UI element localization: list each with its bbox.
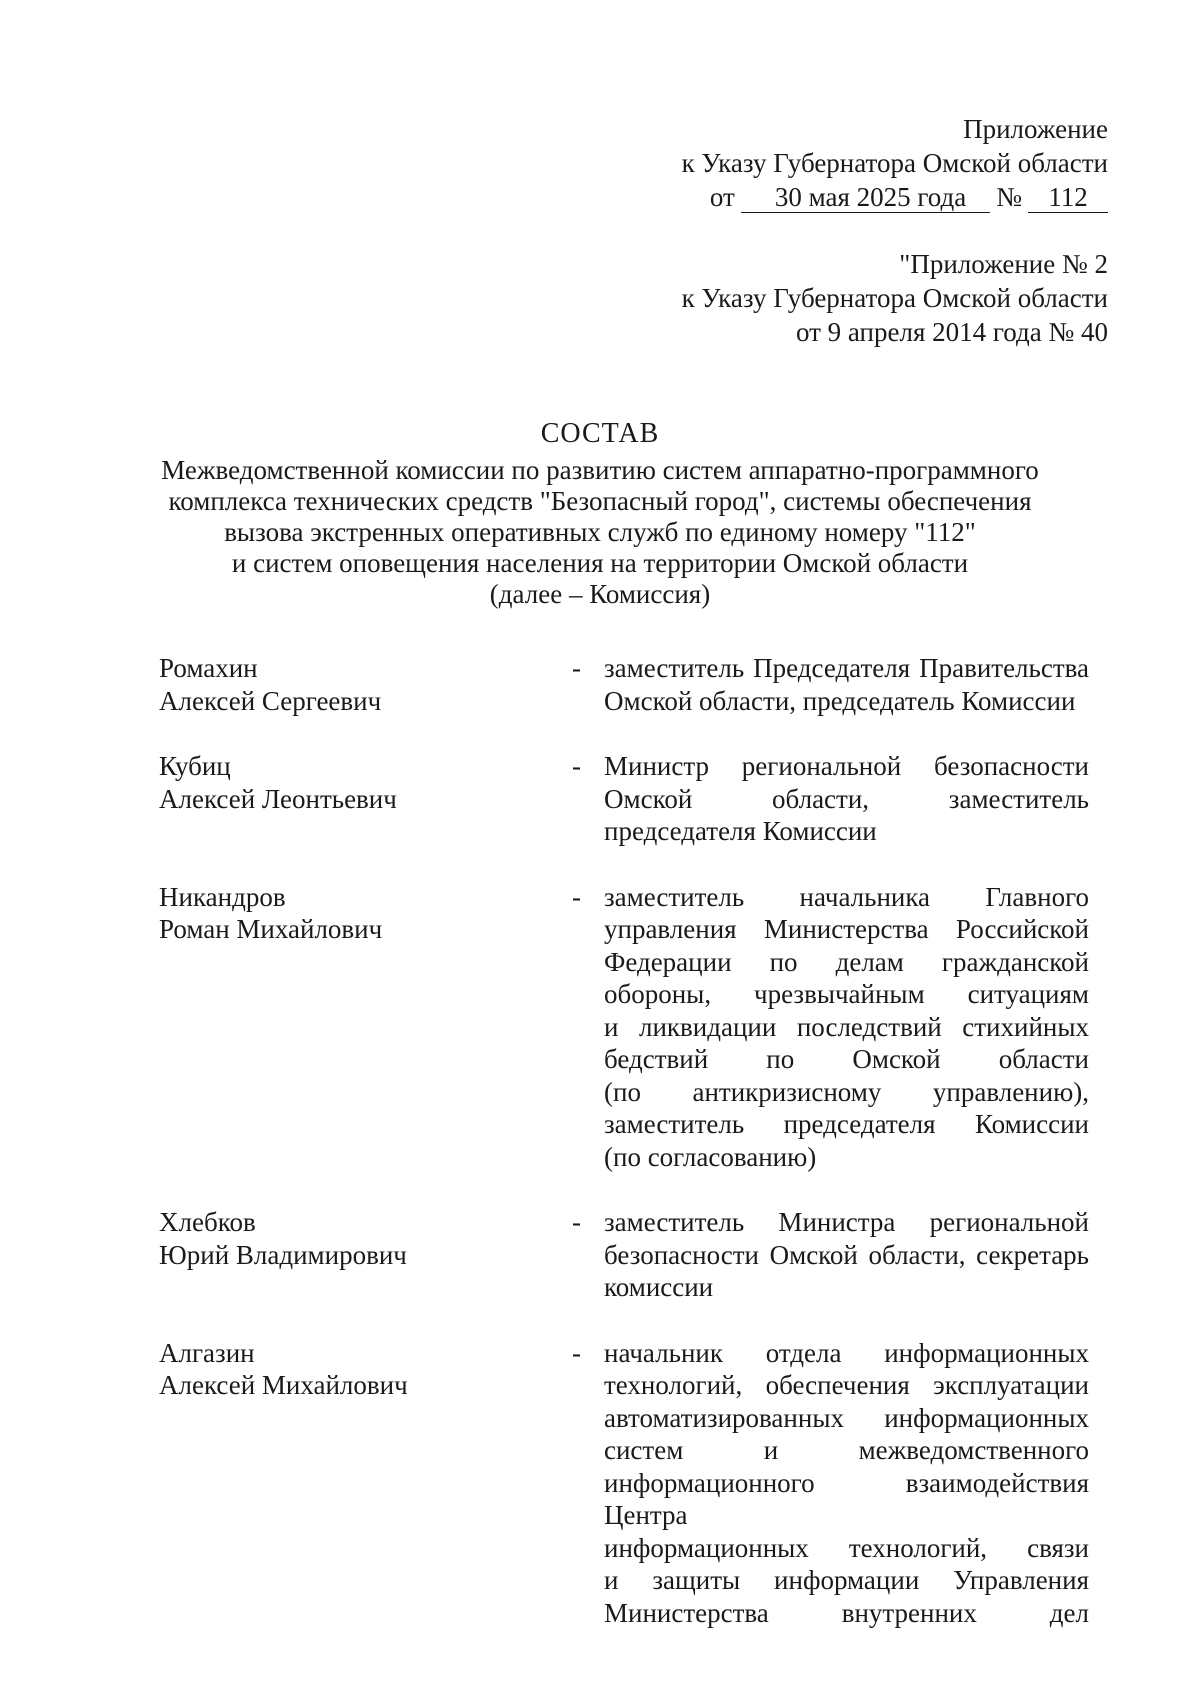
member-given-name: Алексей Леонтьевич bbox=[159, 783, 397, 814]
number-label: № bbox=[996, 182, 1022, 212]
member-name bbox=[159, 881, 549, 1174]
role-line: обороны, чрезвычайным ситуациям bbox=[604, 979, 1089, 1009]
decree-date: 30 мая 2025 года bbox=[741, 182, 990, 213]
member-given-name: Юрий Владимирович bbox=[159, 1239, 407, 1270]
heading-line: комплекса технических средств "Безопасный город", системы обеспечения bbox=[168, 486, 1032, 516]
role-line: Омской области, председатель Комиссии bbox=[604, 685, 1076, 716]
member-dash: - bbox=[572, 1337, 581, 1368]
member-surname: Хлебков bbox=[159, 1207, 256, 1237]
member-name bbox=[159, 1206, 549, 1304]
member-given-name: Роман Михайлович bbox=[159, 914, 383, 944]
member-surname: Кубиц bbox=[159, 751, 231, 781]
member-entry bbox=[159, 1206, 1119, 1304]
appendix2-title: "Приложение № 2 bbox=[899, 249, 1108, 279]
role-line: автоматизированных информационных bbox=[604, 1402, 1089, 1433]
role-line: (по согласованию) bbox=[604, 1141, 817, 1172]
role-line: начальник отдела информационных bbox=[604, 1337, 1089, 1368]
role-line: заместитель Министра региональной bbox=[604, 1207, 1089, 1237]
role-line: заместитель председателя Комиссии bbox=[604, 1109, 1089, 1139]
heading-word: СОСТАВ bbox=[540, 418, 660, 449]
member-surname: Ромахин bbox=[159, 653, 258, 683]
appendix2-date-line: от 9 апреля 2014 года № 40 bbox=[795, 317, 1108, 347]
member-given-name: Алексей Сергеевич bbox=[159, 685, 382, 716]
members-list bbox=[159, 652, 1119, 1662]
member-role bbox=[604, 652, 1089, 717]
decree-number: 112 bbox=[1028, 182, 1108, 213]
member-dash: - bbox=[572, 881, 581, 912]
member-role bbox=[604, 1337, 1089, 1630]
role-line: информационного взаимодействия Центра bbox=[604, 1467, 1089, 1530]
appendix2-header bbox=[682, 247, 1108, 349]
appendix-header bbox=[682, 112, 1108, 214]
member-role bbox=[604, 881, 1089, 1174]
member-name bbox=[159, 652, 549, 717]
role-line: бедствий по Омской области bbox=[604, 1044, 1089, 1074]
member-entry bbox=[159, 1337, 1119, 1630]
heading-line: вызова экстренных оперативных служб по единому номеру "112" bbox=[224, 517, 976, 547]
role-line: заместитель Председателя Правительства bbox=[604, 653, 1089, 683]
appendix-date-line bbox=[682, 180, 1108, 214]
member-name bbox=[159, 1337, 549, 1630]
role-line: Федерации по делам гражданской bbox=[604, 946, 1089, 977]
member-entry bbox=[159, 652, 1119, 717]
role-line: управления Министерства Российской bbox=[604, 914, 1089, 944]
role-line: заместитель начальника Главного bbox=[604, 881, 1089, 912]
from-label: от bbox=[709, 182, 735, 212]
document-heading bbox=[80, 418, 1120, 610]
member-role bbox=[604, 1206, 1089, 1304]
member-entry bbox=[159, 881, 1119, 1174]
member-dash: - bbox=[572, 653, 581, 683]
role-line: безопасности Омской области, секретарь bbox=[604, 1239, 1089, 1270]
role-line: информационных технологий, связи bbox=[604, 1532, 1089, 1563]
role-line: и ликвидации последствий стихийных bbox=[604, 1011, 1089, 1042]
member-dash: - bbox=[572, 751, 581, 781]
member-given-name: Алексей Михайлович bbox=[159, 1370, 408, 1400]
appendix2-decree-ref: к Указу Губернатора Омской области bbox=[681, 283, 1108, 313]
appendix-title: Приложение bbox=[963, 114, 1108, 144]
role-line: Министерства внутренних дел bbox=[604, 1597, 1089, 1628]
role-line: систем и межведомственного bbox=[604, 1435, 1089, 1465]
heading-line: и систем оповещения населения на территории Омской области bbox=[231, 548, 969, 578]
heading-line: (далее – Комиссия) bbox=[489, 579, 711, 609]
member-surname: Алгазин bbox=[159, 1337, 255, 1368]
role-line: Омской области, заместитель bbox=[604, 783, 1089, 814]
member-entry bbox=[159, 750, 1119, 848]
heading-line: Межведомственной комиссии по развитию систем аппаратно-программного bbox=[161, 455, 1039, 485]
role-line: Министр региональной безопасности bbox=[604, 751, 1089, 781]
role-line: и защиты информации Управления bbox=[604, 1565, 1089, 1595]
role-line: председателя Комиссии bbox=[604, 816, 877, 846]
member-role bbox=[604, 750, 1089, 848]
member-surname: Никандров bbox=[159, 881, 286, 912]
member-dash: - bbox=[572, 1207, 581, 1237]
role-line: комиссии bbox=[604, 1272, 714, 1302]
role-line: (по антикризисному управлению), bbox=[604, 1076, 1089, 1107]
member-name bbox=[159, 750, 549, 848]
appendix-decree-ref: к Указу Губернатора Омской области bbox=[681, 148, 1108, 178]
role-line: технологий, обеспечения эксплуатации bbox=[604, 1370, 1089, 1400]
